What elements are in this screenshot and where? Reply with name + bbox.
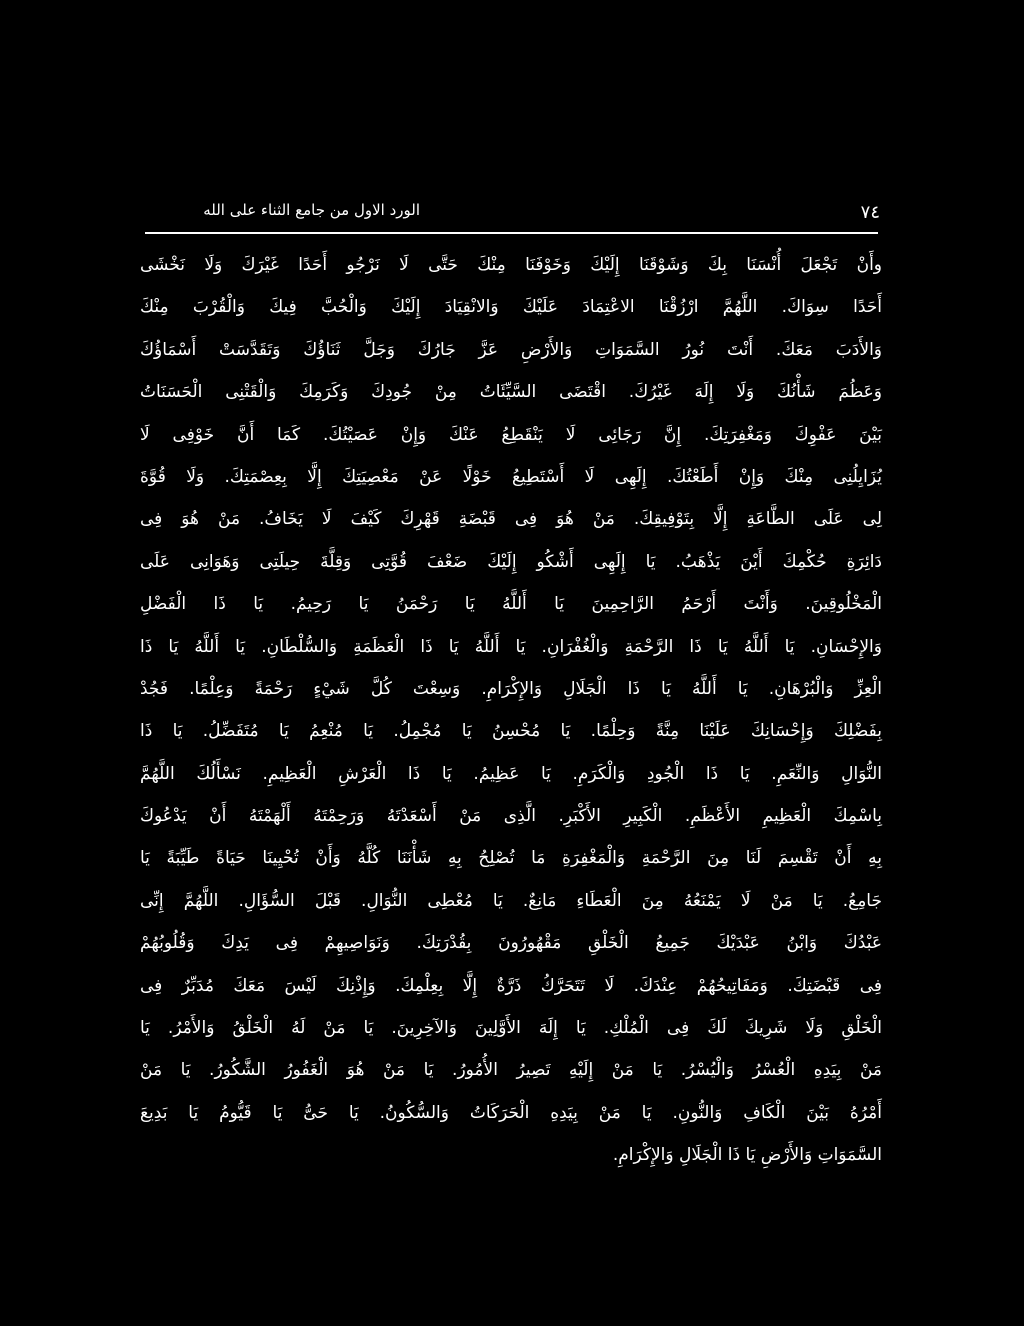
page-number: ٧٤: [860, 202, 880, 223]
text-line: أَمْرُهُ بَيْنَ الْكَافِ وَالنُّونِ. يَا مَنْ بِيَدِهِ الْحَرَكَاتُ وَالسُّكُونُ. يَا حَىُّ يَا قَيُّومُ يَا بَدِيعَ: [140, 1102, 882, 1123]
text-line: النُّوَالِ وَالنِّعَمِ. يَا ذَا الْجُودِ وَالْكَرَمِ. يَا عَظِيمُ. يَا ذَا الْعَرْشِ الْعَظِيمِ. نَسْأَلُكَ اللَّهُمَّ: [140, 763, 882, 784]
text-line: مَنْ بِيَدِهِ الْعُسْرُ وَالْيُسْرُ. يَا مَنْ إِلَيْهِ تَصِيرُ الأُمُورُ. يَا مَنْ هُوَ الْغَفُورُ الشَّكُورُ. يَا مَنْ: [140, 1060, 882, 1081]
text-line: عَبْدُكَ وَابْنُ عَبْدَيْكَ جَمِيعُ الْخَلْقِ مَقْهُورُونَ بِقُدْرَتِكَ. وَنَوَاصِيهِمْ فِى يَدِكَ وَقُلُوبُهُمْ: [140, 933, 882, 954]
text-line: فِى قَبْضَتِكَ. وَمَفَاتِيحُهُمْ عِنْدَكَ. لَا تَتَحَرَّكُ ذَرَّةٌ إِلَّا بِعِلْمِكَ. وَإِذْنِكَ لَيْسَ مَعَكَ مُدَبِّرٌ فِى: [140, 975, 882, 996]
header-divider: [145, 232, 878, 234]
text-line: وأَنْ تَجْعَلَ أُنْسَنَا بِكَ وَشَوْقَنَا إِلَيْكَ وَخَوْفَنَا مِنْكَ حَتَّى لَا نَرْجُو أَحَدًا غَيْرَكَ وَلَا نَخْشَى: [140, 255, 882, 275]
text-line: الْخَلْقِ وَلَا شَرِيكَ لَكَ فِى الْمُلْكِ. يَا إِلَهَ الأَوَّلِينَ وَالآخِرِينَ. يَا مَنْ لَهُ الْخَلْقُ وَالأَمْرُ. يَا: [140, 1018, 882, 1039]
text-line: بَيْنَ عَفْوِكَ وَمَغْفِرَتِكَ. إِنَّ رَجَائِى لَا يَنْقَطِعُ عَنْكَ وَإِنْ عَصَيْتُكَ. كَمَا أَنَّ خَوْفِى لَا: [140, 424, 882, 445]
text-line: لِى عَلَى الطَّاعَةِ إِلَّا بِتَوْفِيقِكَ. مَنْ هُوَ فِى قَبْضَةِ قَهْرِكَ كَيْفَ لَا يَخَافُ. مَنْ هُوَ فِى: [140, 509, 882, 530]
text-line: وَالأَدَبَ مَعَكَ. أَنْتَ نُورُ السَّمَوَاتِ وَالأَرْضِ عَزَّ جَارُكَ وَجَلَّ ثَنَاؤُكَ وَتَقَدَّسَتْ أَسْمَاؤُكَ: [140, 339, 882, 360]
text-line: بِاسْمِكَ الْعَظِيمِ الأَعْظَمِ. الْكَبِيرِ الأَكْبَرِ. الَّذِى مَنْ أَسْعَدْتَهُ وَرَحِمْتَهُ أَلْهَمْتَهُ أَنْ يَدْعُوكَ: [140, 806, 882, 827]
text-line: وَالإِحْسَانِ. يَا أَللَّهُ يَا ذَا الرَّحْمَةِ وَالْغُفْرَانِ. يَا أَللَّهُ يَا ذَا الْعَظَمَةِ وَالسُّلْطَانِ. يَا أَللَّهُ يَا ذَا: [140, 636, 882, 657]
text-line: وَعَظُمَ شَأْنُكَ وَلَا إِلَهَ غَيْرُكَ. اقْتَضَى السَّيِّئَاتُ مِنْ جُودِكَ وَكَرَمِكَ وَالْقَتْنِى الْحَسَنَاتُ: [140, 382, 882, 403]
prayer-text: [140, 244, 882, 1166]
running-header: [140, 200, 880, 224]
text-line: الْعِزِّ وَالْبُرْهَانِ. يَا أَللَّهُ يَا ذَا الْجَلَالِ وَالإِكْرَامِ. وَسِعْتَ كُلَّ شَيْءٍ رَحْمَةً وَعِلْمًا. فَجُدْ: [140, 678, 882, 699]
text-line: السَّمَوَاتِ وَالأَرْضِ يَا ذَا الْجَلَالِ وَالإِكْرَامِ.: [612, 1145, 882, 1166]
text-line: بِهِ أَنْ تَقْسِمَ لَنَا مِنَ الرَّحْمَةِ وَالْمَغْفِرَةِ مَا تُصْلِحُ بِهِ شَأْنَنَا كُلَّهُ وَأَنْ تُحْيِينَا حَيَاةً طَيِّبَةً يَا: [140, 848, 882, 869]
text-line: بِفَضْلِكَ وَإِحْسَانِكَ عَلَيْنَا مِنَّةً وَحِلْمًا. يَا مُحْسِنُ يَا مُجْمِلُ. يَا مُنْعِمُ يَا مُتَفَضِّلُ. يَا ذَا: [140, 721, 882, 742]
text-line: دَائِرَةِ حُكْمِكَ أَيْنَ يَذْهَبُ. يَا إِلَهِى أَشْكُو إِلَيْكَ ضَعْفَ قُوَّتِى وَقِلَّةَ حِيلَتِى وَهَوَانِى عَلَى: [140, 551, 882, 572]
running-title: الورد الاول من جامع الثناء على الله: [203, 201, 420, 219]
text-line: جَامِعُ. يَا مَنْ لَا يَمْنَعُهُ مِنَ الْعَطَاءِ مَانِعٌ. يَا مُعْطِى النُّوَالِ. قَبْلَ السُّؤَالِ. اللَّهُمَّ إِنِّى: [140, 890, 882, 911]
text-line: الْمَخْلُوقِينَ. وَأَنْتَ أَرْحَمُ الرَّاحِمِينَ يَا أَللَّهُ يَا رَحْمَنُ يَا رَحِيمُ. يَا ذَا الْفَضْلِ: [140, 594, 882, 615]
text-line: يُزَايِلُنِى مِنْكَ وَإِنْ أَطَعْتُكَ. إِلَهِى لَا أَسْتَطِيعُ خَوْلًا عَنْ مَعْصِيَتِكَ إِلَّا بِعِصْمَتِكَ. وَلَا قُوَّةَ: [140, 466, 882, 487]
text-line: أَحَدًا سِوَاكَ. اللَّهُمَّ ارْزُقْنَا الاعْتِمَادَ عَلَيْكَ وَالانْقِيَادَ إِلَيْكَ وَالْحُبَّ فِيكَ وَالْقُرْبَ مِنْكَ: [140, 297, 882, 318]
